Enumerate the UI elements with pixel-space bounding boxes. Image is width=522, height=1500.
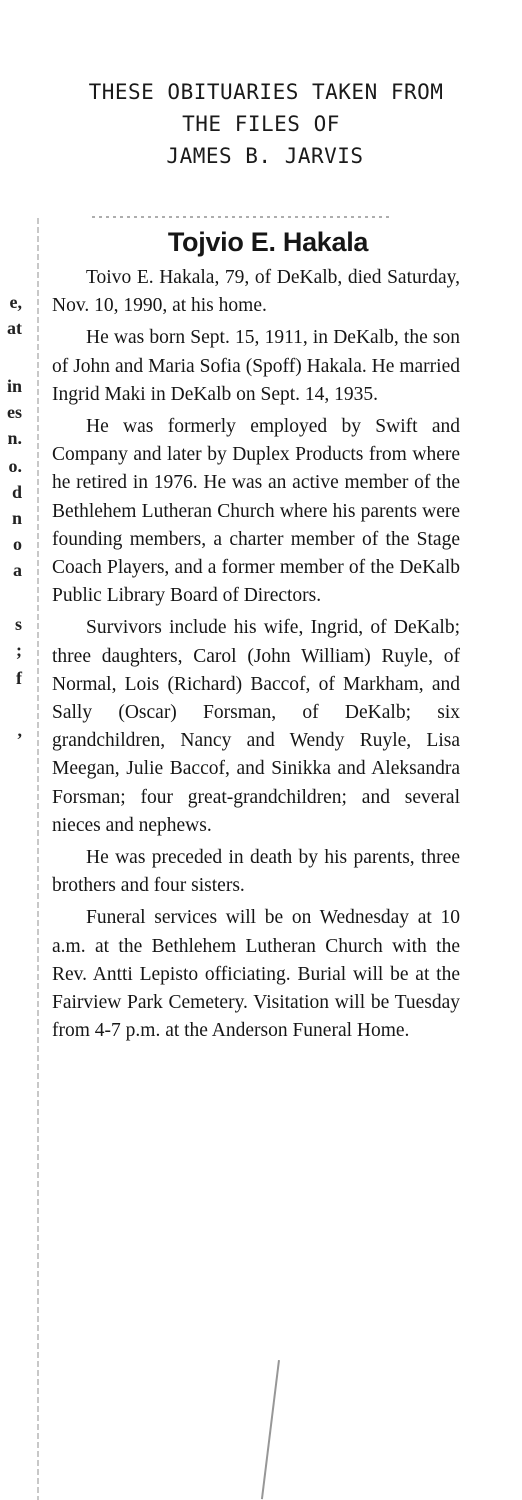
fragment: s <box>14 614 22 634</box>
fragment: d <box>11 482 22 502</box>
obituary-headline: Tojvio E. Hakala <box>167 227 369 257</box>
fragment: at <box>7 318 22 338</box>
fragment: o. <box>8 456 22 476</box>
fragment: n. <box>7 428 22 448</box>
obituary-body <box>52 264 460 1045</box>
header-line-2: THE FILES OF <box>182 112 340 136</box>
obituary-paragraph: He was born Sept. 15, 1911, in DeKalb, the son of John and Maria Sofia (Spoff) Hakala. He married Ingrid Maki in DeKalb on Sept. 14, 1935. <box>52 327 460 405</box>
fragment: f <box>16 668 22 688</box>
obituary-paragraph: He was formerly employed by Swift and Company and later by Duplex Products from where he retired in 1976. He was an active member of the Bethlehem Lutheran Church where his parents were founding members, a charter member of the Stage Coach Players, and a former member of the DeKalb Public Library Board of Directors. <box>52 416 460 607</box>
typed-header <box>0 76 522 172</box>
pen-mark <box>261 1360 280 1499</box>
clipping-edge <box>37 218 39 1500</box>
obituary-paragraph: Toivo E. Hakala, 79, of DeKalb, died Saturday, Nov. 10, 1990, at his home. <box>52 267 460 317</box>
fragment: e, <box>9 292 22 312</box>
header-line-3: JAMES B. JARVIS <box>166 144 364 168</box>
clipping-top-edge <box>92 216 392 218</box>
header-line-1: THESE OBITUARIES TAKEN FROM <box>88 80 444 104</box>
fragment: ; <box>16 640 22 660</box>
fragment: es <box>7 402 22 422</box>
obituary-article <box>52 226 460 1049</box>
fragment: in <box>6 376 22 396</box>
fragment: n <box>11 508 22 528</box>
obituary-paragraph: Funeral services will be on Wednesday at 10 a.m. at the Bethlehem Lutheran Church with the Rev. Antti Lepisto officiating. Burial will be at the Fairview Park Cemetery. Visitation will be Tuesday from 4-7 p.m. at the Anderson Funeral Home. <box>52 907 460 1042</box>
fragment: , <box>17 720 22 740</box>
obituary-paragraph: He was preceded in death by his parents, three brothers and four sisters. <box>52 847 460 897</box>
fragment: a <box>13 560 22 580</box>
obituary-paragraph: Survivors include his wife, Ingrid, of DeKalb; three daughters, Carol (John William) Ruyle, of Normal, Lois (Richard) Baccof, of Markham, and Sally (Oscar) Forsman, of DeKalb; six grandchildren, Nancy and Wendy Ruyle, Lisa Meegan, Julie Baccof, and Sinikka and Aleksandra Forsman; four great-grandchildren; and several nieces and nephews. <box>52 617 460 836</box>
fragment: o <box>13 534 22 554</box>
